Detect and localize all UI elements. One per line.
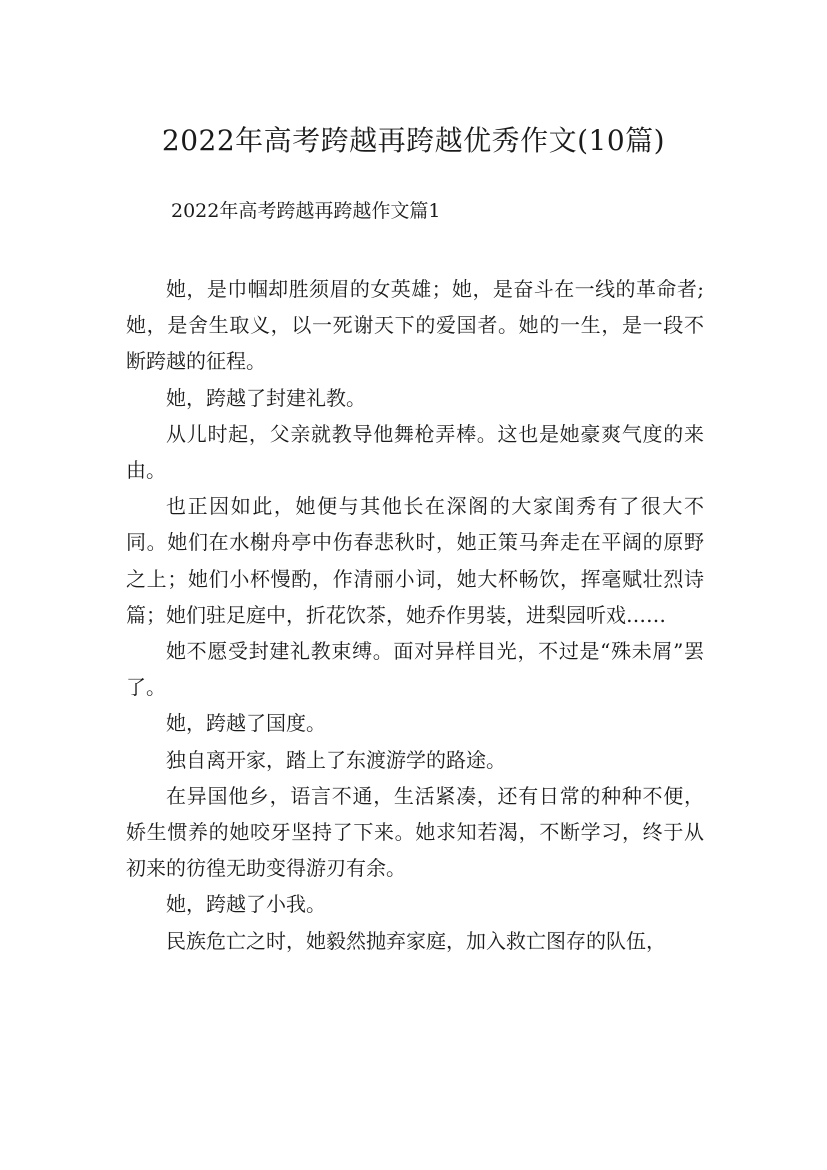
paragraph: 她不愿受封建礼教束缚。面对异样目光，不过是“殊未屑”罢了。	[126, 639, 704, 700]
paragraph: 民族危亡之时，她毅然抛弃家庭，加入救亡图存的队伍，	[166, 928, 666, 953]
essay-body	[126, 271, 704, 959]
paragraph: 也正因如此，她便与其他长在深阁的大家闺秀有了很大不同。她们在水榭舟亭中伤春悲秋时，她正策马奔走在平阔的原野之上；她们小杯慢酌，作清丽小词，她大杯畅饮，挥毫赋壮烈诗篇；她们驻足庭中，折花饮茶，她乔作男装，进梨园听戏……	[126, 494, 704, 627]
essay-subtitle: 2022年高考跨越再跨越作文篇1	[171, 200, 441, 222]
paragraph: 在异国他乡，语言不通，生活紧凑，还有日常的种种不便，娇生惯养的她咬牙坚持了下来。她求知若渴，不断学习，终于从初来的彷徨无助变得游刃有余。	[126, 783, 704, 881]
paragraph: 她，跨越了封建礼教。	[166, 385, 366, 410]
paragraph: 从儿时起，父亲就教导他舞枪弄棒。这也是她豪爽气度的来由。	[126, 421, 704, 483]
paragraph: 她，是巾帼却胜须眉的女英雄；她，是奋斗在一线的革命者;她，是舍生取义，以一死谢天下的爱国者。她的一生，是一段不断跨越的征程。	[126, 277, 704, 374]
document-title: 2022年高考跨越再跨越优秀作文(10篇)	[161, 123, 666, 157]
paragraph: 她，跨越了小我。	[166, 892, 326, 917]
paragraph: 她，跨越了国度。	[166, 711, 326, 736]
paragraph: 独自离开家，踏上了东渡游学的路途。	[166, 747, 506, 772]
